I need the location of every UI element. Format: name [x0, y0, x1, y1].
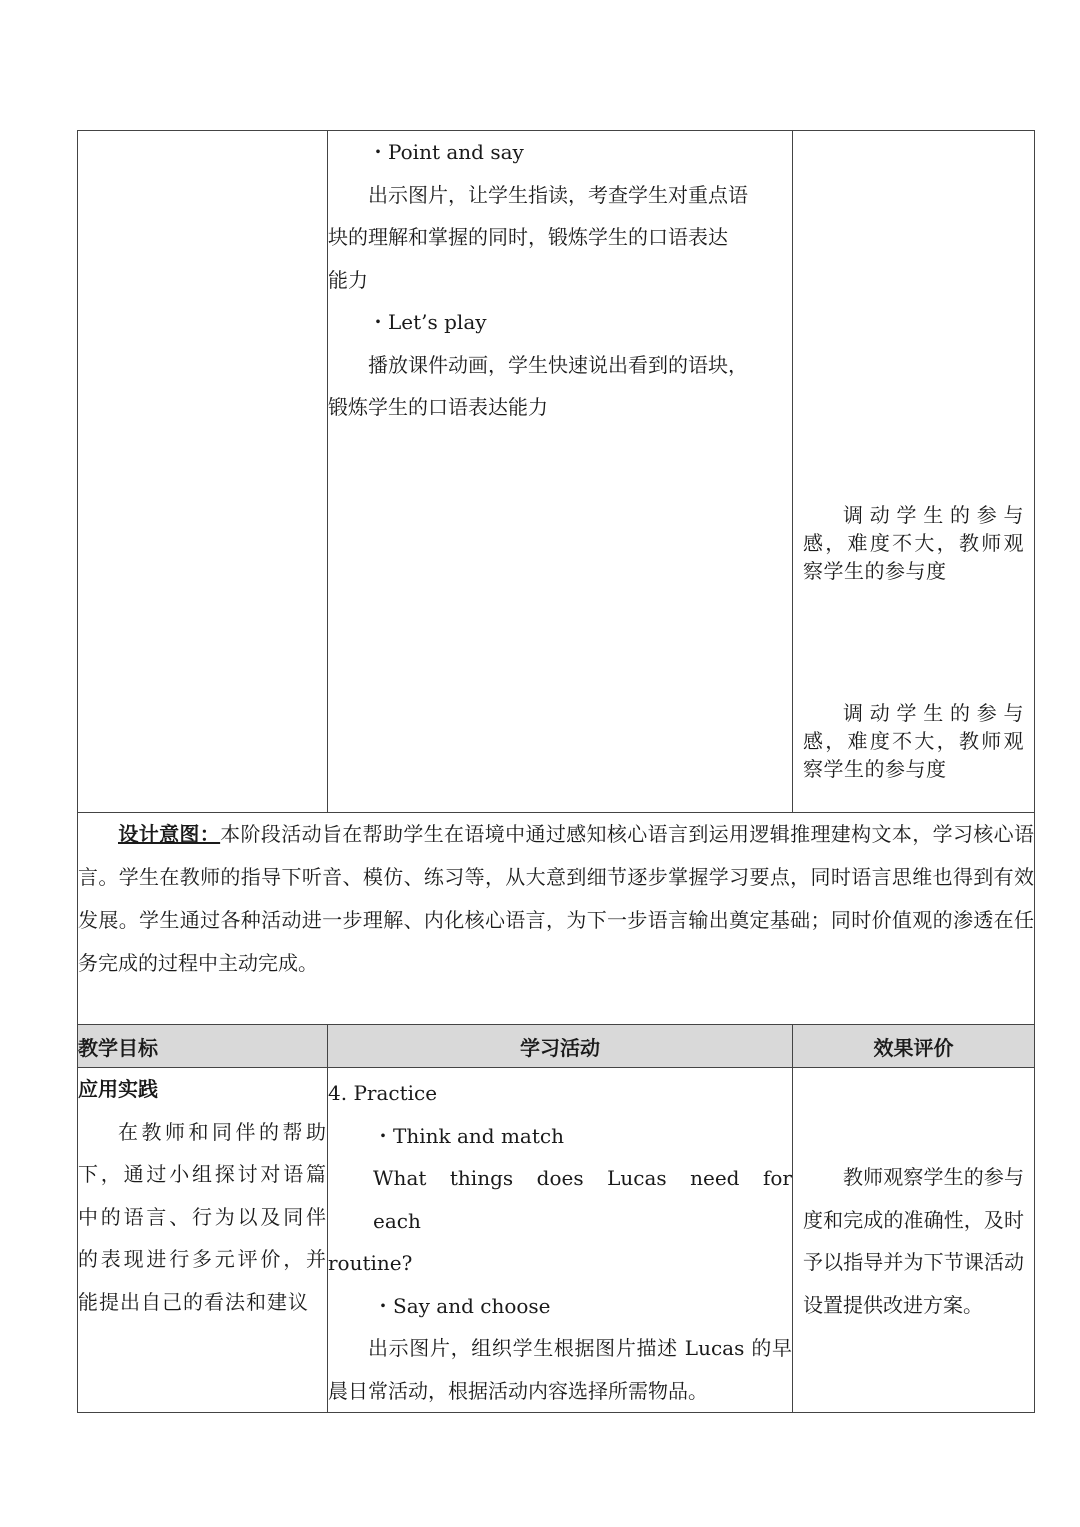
- point-and-say-line1: 出示图片，让学生指读，考查学生对重点语: [368, 182, 748, 207]
- evaluation-cell: [793, 131, 1035, 813]
- lets-play-line1: 播放课件动画，学生快速说出看到的语块，: [368, 352, 748, 377]
- goal-cell-empty: [78, 131, 328, 813]
- evaluation-note-1: 调动学生的参与感，难度不大，教师观察学生的参与度: [803, 503, 1024, 583]
- lets-play-line2: 锻炼学生的口语表达能力: [328, 395, 548, 419]
- design-intent-row: [78, 813, 1035, 1025]
- practice-goal-title: 应用实践: [78, 1077, 158, 1101]
- practice-title: 4. Practice: [328, 1081, 438, 1105]
- think-and-match-question-line1: What things does Lucas need for each: [373, 1166, 792, 1233]
- say-and-choose-body: 出示图片，组织学生根据图片描述 Lucas 的早晨日常活动，根据活动内容选择所需物品。: [328, 1336, 792, 1403]
- point-and-say-line3: 能力: [328, 267, 368, 292]
- point-and-say-line2: 块的理解和掌握的同时，锻炼学生的口语表达: [328, 225, 728, 249]
- header-teaching-goal: 教学目标: [78, 1025, 328, 1068]
- evaluation-note-2: 调动学生的参与感，难度不大，教师观察学生的参与度: [803, 701, 1024, 781]
- design-intent-label: 设计意图：: [118, 822, 221, 846]
- practice-goal-cell: [78, 1068, 328, 1413]
- practice-activity-cell: [328, 1068, 793, 1413]
- say-and-choose-title: ・Say and choose: [373, 1293, 551, 1318]
- header-learning-activity: 学习活动: [328, 1025, 793, 1068]
- practice-evaluation-cell: [793, 1068, 1035, 1413]
- think-and-match-title: ・Think and match: [373, 1123, 564, 1148]
- practice-goal-text: 在教师和同伴的帮助下，通过小组探讨对语篇中的语言、行为以及同伴的表现进行多元评价，并能提出自己的看法和建议: [78, 1119, 327, 1314]
- lesson-plan-table: [77, 130, 1035, 1413]
- point-and-say-title: ・Point and say: [368, 140, 524, 164]
- design-intent-text: 本阶段活动旨在帮助学生在语境中通过感知核心语言到运用逻辑推理建构文本，学习核心语言。学生在教师的指导下听音、模仿、练习等，从大意到细节逐步掌握学习要点，同时语言思维也得到有效发展。学生通过各种活动进一步理解、内化核心语言，为下一步语言输出奠定基础；同时价值观的渗透在任务完成的过程中主动完成。: [78, 822, 1035, 975]
- header-evaluation: 效果评价: [793, 1025, 1035, 1068]
- practice-row: [78, 1068, 1035, 1413]
- lets-play-title: ・Let’s play: [368, 310, 487, 334]
- activity-cell: [328, 131, 793, 813]
- table-header-row: [78, 1025, 1035, 1068]
- design-intent-cell: [78, 813, 1035, 1025]
- activity-row-continued: [78, 131, 1035, 813]
- practice-evaluation-text: 教师观察学生的参与度和完成的准确性，及时予以指导并为下节课活动设置提供改进方案。: [803, 1165, 1024, 1317]
- think-and-match-question-line2: routine?: [328, 1251, 413, 1275]
